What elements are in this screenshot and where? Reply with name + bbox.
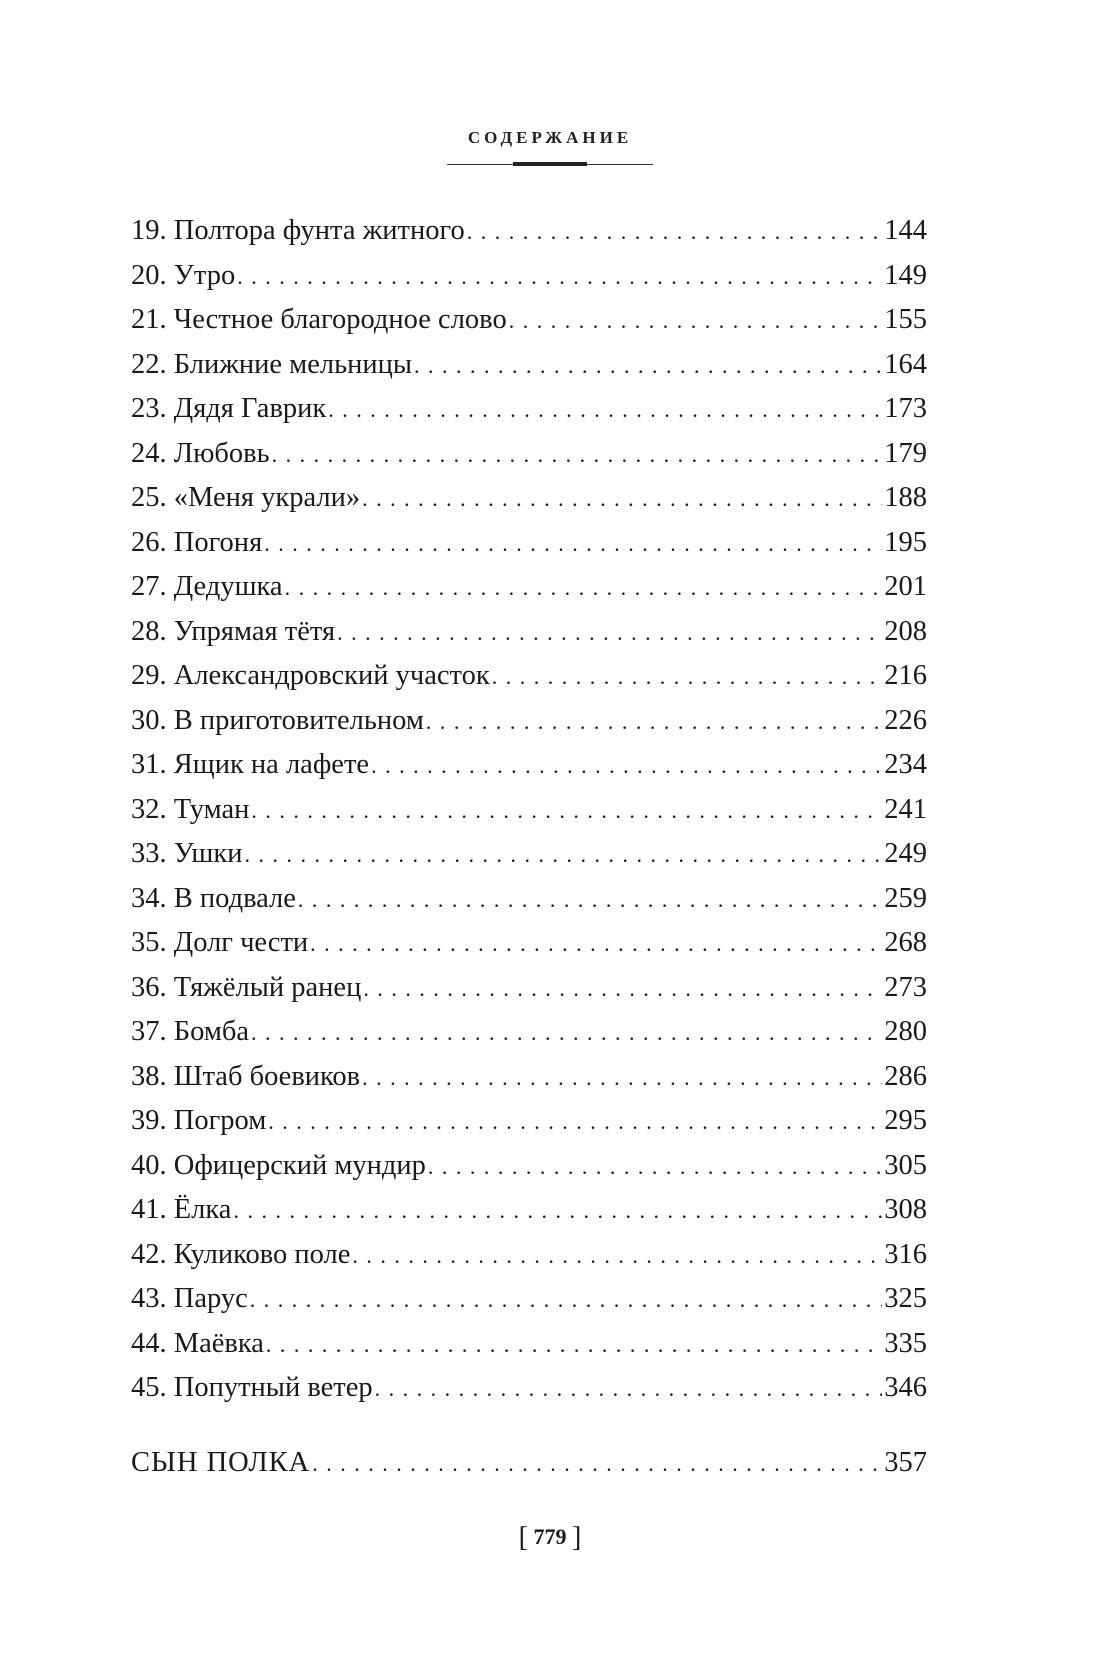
toc-leader bbox=[428, 1144, 882, 1190]
toc-entry-page: 208 bbox=[884, 615, 927, 647]
toc-entry-title: 28. Упрямая тётя bbox=[131, 615, 336, 647]
toc-entry-title: 45. Попутный ветер bbox=[131, 1372, 373, 1403]
toc-entry-page: 234 bbox=[884, 749, 927, 780]
footer-bracket-right: ] bbox=[572, 1522, 582, 1553]
toc-entry-page: 179 bbox=[884, 437, 927, 469]
toc-entry-title: 19. Полтора фунта житного bbox=[131, 215, 465, 246]
toc-leader bbox=[414, 343, 882, 389]
toc-leader bbox=[492, 654, 883, 700]
toc-entry-page: 335 bbox=[884, 1327, 927, 1359]
toc-leader bbox=[375, 1366, 883, 1412]
toc-entry-page: 316 bbox=[884, 1238, 927, 1270]
toc-entry-page: 295 bbox=[884, 1105, 927, 1136]
toc-row[interactable] bbox=[131, 966, 927, 1011]
toc-entry-page: 155 bbox=[884, 304, 927, 335]
toc-entry-page: 259 bbox=[884, 882, 927, 914]
toc-entry-title: 31. Ящик на лафете bbox=[131, 749, 370, 780]
toc-leader bbox=[352, 1233, 882, 1279]
toc-entry-title: 30. В приготовительном bbox=[131, 704, 424, 736]
toc-row[interactable] bbox=[131, 1322, 927, 1367]
toc-leader bbox=[363, 966, 882, 1012]
toc-entry-title: 38. Штаб боевиков bbox=[131, 1060, 361, 1092]
toc-entry-title: 26. Погоня bbox=[131, 526, 263, 558]
toc-leader bbox=[362, 1055, 882, 1101]
footer-bracket-left: [ bbox=[518, 1522, 528, 1553]
toc-entry-title: 43. Парус bbox=[131, 1283, 248, 1314]
toc-entry-title: 22. Ближние мельницы bbox=[131, 348, 412, 380]
toc-leader bbox=[264, 521, 882, 567]
toc-leader bbox=[371, 743, 882, 789]
toc-row[interactable] bbox=[131, 521, 927, 566]
toc-entry-title: 42. Куликово поле bbox=[131, 1238, 351, 1270]
toc-entry-page: 280 bbox=[884, 1016, 927, 1047]
toc-entry-title: 29. Александровский участок bbox=[131, 660, 490, 691]
toc-entry-page: 173 bbox=[884, 393, 927, 424]
toc-leader bbox=[509, 298, 883, 344]
toc-entry-title: 33. Ушки bbox=[131, 838, 243, 869]
toc-entry-page: 241 bbox=[884, 793, 927, 825]
toc-row[interactable] bbox=[131, 476, 927, 521]
toc-leader bbox=[244, 832, 882, 878]
toc-row[interactable] bbox=[131, 1188, 927, 1233]
toc-row[interactable] bbox=[131, 1010, 927, 1055]
toc-entry-title: 32. Туман bbox=[131, 793, 250, 825]
page-footer bbox=[0, 1522, 1100, 1554]
toc-leader bbox=[310, 921, 882, 967]
toc-entry-title: 34. В подвале bbox=[131, 882, 296, 914]
toc-leader bbox=[312, 1441, 882, 1487]
toc-row[interactable] bbox=[131, 610, 927, 655]
toc-leader bbox=[268, 1099, 882, 1145]
toc-leader bbox=[426, 699, 882, 745]
toc-leader bbox=[337, 610, 882, 656]
toc-entry-page: 273 bbox=[884, 971, 927, 1003]
toc-row[interactable] bbox=[131, 565, 927, 610]
toc-part-page: 357 bbox=[884, 1447, 927, 1478]
toc-entry-page: 195 bbox=[884, 526, 927, 558]
toc-entry-page: 268 bbox=[884, 927, 927, 958]
toc-entry-title: 25. «Меня украли» bbox=[131, 482, 361, 513]
toc-row[interactable] bbox=[131, 654, 927, 699]
toc-entry-title: 24. Любовь bbox=[131, 437, 270, 469]
toc-row[interactable] bbox=[131, 1233, 927, 1278]
toc-row[interactable] bbox=[131, 387, 927, 432]
toc-entry-page: 308 bbox=[884, 1194, 927, 1225]
toc-leader bbox=[328, 387, 882, 433]
toc-row-part[interactable] bbox=[131, 1441, 927, 1486]
table-of-contents bbox=[131, 209, 927, 1411]
toc-row[interactable] bbox=[131, 699, 927, 744]
toc-entry-page: 144 bbox=[884, 215, 927, 246]
toc-entry-page: 164 bbox=[884, 348, 927, 380]
toc-entry-title: 36. Тяжёлый ранец bbox=[131, 971, 362, 1003]
toc-entry-title: 37. Бомба bbox=[131, 1016, 250, 1047]
toc-row[interactable] bbox=[131, 877, 927, 922]
toc-part-entry bbox=[131, 1441, 927, 1486]
toc-row[interactable] bbox=[131, 743, 927, 788]
toc-entry-page: 286 bbox=[884, 1060, 927, 1092]
toc-row[interactable] bbox=[131, 1055, 927, 1100]
toc-entry-page: 216 bbox=[884, 660, 927, 691]
header-rule bbox=[447, 162, 653, 167]
toc-entry-page: 346 bbox=[884, 1372, 927, 1403]
toc-entry-title: 39. Погром bbox=[131, 1105, 267, 1136]
toc-entry-title: 44. Маёвка bbox=[131, 1327, 264, 1359]
toc-entry-page: 226 bbox=[884, 704, 927, 736]
toc-entry-title: 41. Ёлка bbox=[131, 1194, 232, 1225]
toc-row[interactable] bbox=[131, 1099, 927, 1144]
toc-row[interactable] bbox=[131, 343, 927, 388]
toc-entry-page: 201 bbox=[884, 571, 927, 602]
toc-part-title: СЫН ПОЛКА bbox=[131, 1447, 311, 1478]
toc-row[interactable] bbox=[131, 254, 927, 299]
toc-row[interactable] bbox=[131, 432, 927, 477]
toc-row[interactable] bbox=[131, 1366, 927, 1411]
toc-entry-title: 21. Честное благородное слово bbox=[131, 304, 507, 335]
toc-leader bbox=[237, 254, 882, 300]
toc-leader bbox=[251, 788, 882, 834]
running-header bbox=[0, 128, 1100, 167]
toc-leader bbox=[233, 1188, 882, 1234]
header-title: СОДЕРЖАНИЕ bbox=[467, 128, 633, 147]
toc-leader bbox=[362, 476, 882, 522]
toc-row[interactable] bbox=[131, 832, 927, 877]
footer-page-number: 779 bbox=[533, 1524, 567, 1549]
toc-leader bbox=[285, 565, 883, 611]
toc-row[interactable] bbox=[131, 921, 927, 966]
header-rule-thick bbox=[513, 162, 587, 166]
toc-entry-title: 20. Утро bbox=[131, 259, 236, 291]
toc-row[interactable] bbox=[131, 1277, 927, 1322]
toc-leader bbox=[298, 877, 882, 923]
toc-row[interactable] bbox=[131, 209, 927, 254]
toc-entry-title: 23. Дядя Гаврик bbox=[131, 393, 327, 424]
toc-row[interactable] bbox=[131, 298, 927, 343]
toc-entry-title: 27. Дедушка bbox=[131, 571, 283, 602]
toc-leader bbox=[467, 209, 883, 255]
toc-entry-page: 325 bbox=[884, 1283, 927, 1314]
toc-entry-page: 305 bbox=[884, 1149, 927, 1181]
toc-row[interactable] bbox=[131, 1144, 927, 1189]
toc-leader bbox=[251, 1010, 882, 1056]
toc-entry-page: 249 bbox=[884, 838, 927, 869]
toc-entry-page: 149 bbox=[884, 259, 927, 291]
toc-entry-title: 35. Долг чести bbox=[131, 927, 309, 958]
toc-leader bbox=[250, 1277, 882, 1323]
toc-entry-title: 40. Офицерский мундир bbox=[131, 1149, 426, 1181]
toc-entry-page: 188 bbox=[884, 482, 927, 513]
toc-leader bbox=[272, 432, 883, 478]
toc-leader bbox=[266, 1322, 882, 1368]
toc-row[interactable] bbox=[131, 788, 927, 833]
